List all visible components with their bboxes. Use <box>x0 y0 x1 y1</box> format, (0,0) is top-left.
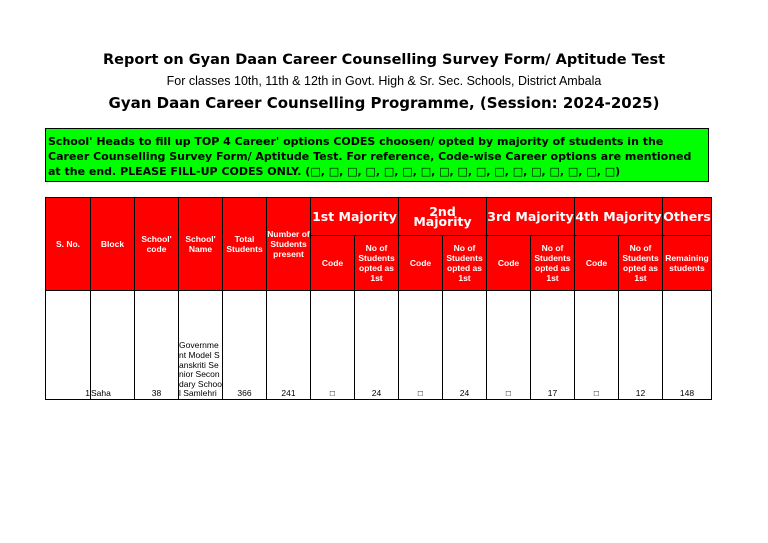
cell-code-3[interactable]: □ <box>487 291 531 400</box>
col-header-sno: S. No. <box>46 198 91 291</box>
col-header-opted-4: No of Students opted as 1st <box>619 236 663 291</box>
col-header-opted-2: No of Students opted as 1st <box>443 236 487 291</box>
cell-opted-4: 12 <box>619 291 663 400</box>
col-header-code-1: Code <box>311 236 355 291</box>
cell-code-4[interactable]: □ <box>575 291 619 400</box>
report-title: Report on Gyan Daan Career Counselling Survey Form/ Aptitude Test <box>102 52 666 68</box>
col-header-others: Others <box>663 198 712 236</box>
cell-students-present: 241 <box>267 291 311 400</box>
table-row <box>46 291 712 400</box>
cell-opted-3: 17 <box>531 291 575 400</box>
cell-sno: 1 <box>46 291 91 400</box>
col-header-code-4: Code <box>575 236 619 291</box>
col-header-opted-1: No of Students opted as 1st <box>355 236 399 291</box>
cell-total-students: 366 <box>223 291 267 400</box>
cell-block: Saha <box>91 291 135 400</box>
col-header-code-3: Code <box>487 236 531 291</box>
instruction-notice: School' Heads to fill up TOP 4 Career' options CODES choosen/ opted by majority of students in the Career Counselling Survey Form/ Aptitude Test. For reference, Code-wise Career options are mentioned at the end. PLEASE FILL-UP CODES ONLY. (□, □, □, □, □, □, □, □, □, □, □, □, □, □, □, □, □) <box>45 128 709 182</box>
col-header-block: Block <box>91 198 135 291</box>
col-header-majority-3: 3rd Majority <box>487 198 575 236</box>
col-header-majority-2: 2nd Majority <box>399 198 487 236</box>
col-header-majority-1: 1st Majority <box>311 198 399 236</box>
cell-remaining: 148 <box>663 291 712 400</box>
cell-opted-2: 24 <box>443 291 487 400</box>
col-header-majority-4: 4th Majority <box>575 198 663 236</box>
programme-title: Gyan Daan Career Counselling Programme, (Session: 2024-2025) <box>108 94 660 112</box>
col-header-remaining: Remaining students <box>663 236 712 291</box>
col-header-code-2: Code <box>399 236 443 291</box>
cell-opted-1: 24 <box>355 291 399 400</box>
col-header-school-code: School' code <box>135 198 179 291</box>
cell-code-2[interactable]: □ <box>399 291 443 400</box>
col-header-opted-3: No of Students opted as 1st <box>531 236 575 291</box>
report-table <box>45 197 712 400</box>
col-header-students-present: Number of Students present <box>267 198 311 291</box>
col-header-school-name: School' Name <box>179 198 223 291</box>
cell-code-1[interactable]: □ <box>311 291 355 400</box>
col-header-total-students: Total Students <box>223 198 267 291</box>
report-subtitle: For classes 10th, 11th & 12th in Govt. High & Sr. Sec. Schools, District Ambala <box>166 74 602 88</box>
cell-school-code: 38 <box>135 291 179 400</box>
cell-school-name: Government Model Sanskriti Senior Secondary School Samlehri <box>179 291 223 400</box>
